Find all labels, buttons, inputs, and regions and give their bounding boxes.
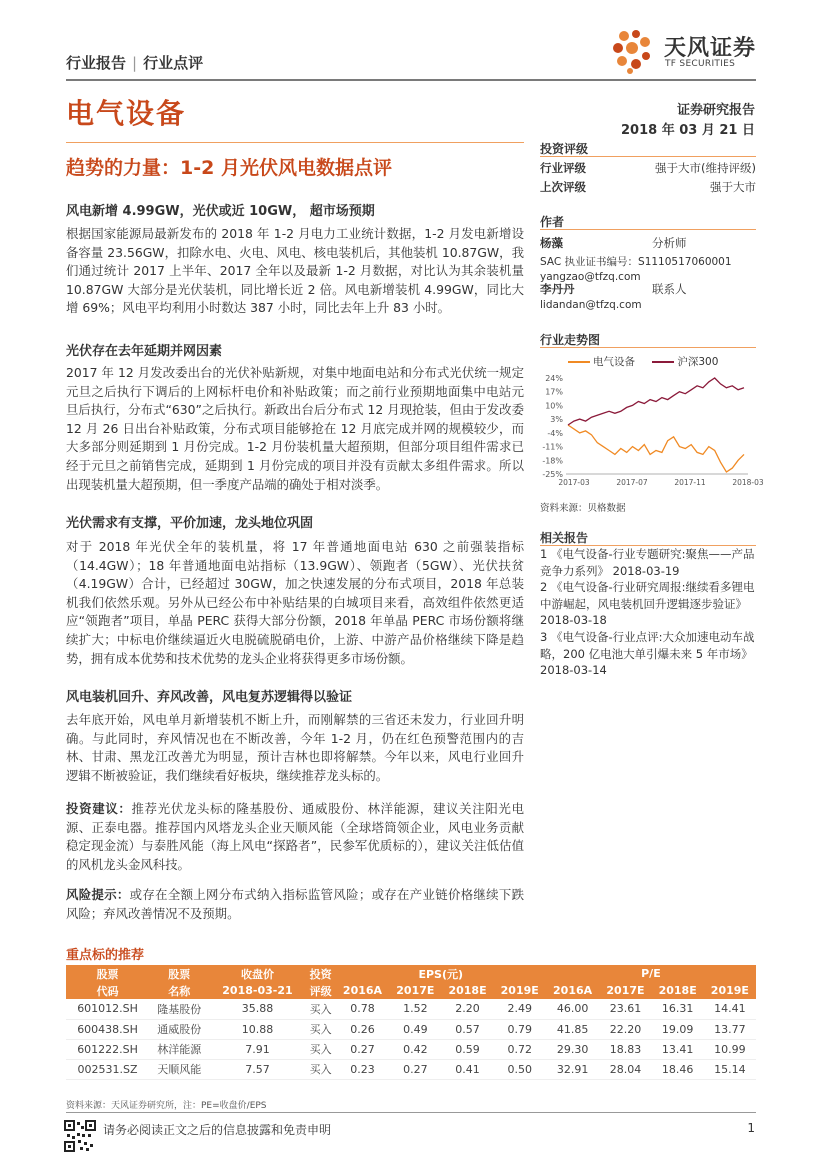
table-cell: 601012.SH [66, 999, 149, 1019]
risk-warning-label: 风险提示： [66, 887, 130, 902]
section-paragraph-3: 对于 2018 年光伏全年的装机量，将 17 年普通地面电站 630 之前强装指标（14.4GW）；18 年普通地面电站指标（13.9GW）、领跑者（5GW）、光伏扶贫（4.19GW）合计，已经超过 30GW，加之快速发展的分布式项目，2018 年总装机我们依然乐观。另外从已经公布中补贴结果的白城项目来看，高效组件依然更适应“领跑者”项目，单晶 PERC 获得大部分份额，2018 年单晶 PERC 市场份额将继续扩大；中标电价继续逼近火电脱硫脱硝电价，上游、中游产品价格继续下降是趋势，拥有成本优势和技术优势的龙头企业将获得更多市场份额。 [66, 539, 524, 666]
logo-name-en: TF SECURITIES [665, 59, 736, 69]
table-cell: 002531.SZ [66, 1059, 149, 1079]
table-cell: 14.41 [704, 999, 756, 1019]
table-cell: 0.27 [336, 1039, 390, 1059]
y-tick-label: 10% [545, 401, 563, 411]
rating-section-title: 投资评级 [540, 142, 589, 156]
trend-section-title: 行业走势图 [540, 333, 601, 347]
report-subcategory: 行业点评 [143, 54, 204, 72]
section-heading-3: 光伏需求有支撑，平价加速，龙头地位巩固 [66, 516, 314, 531]
col-header: 2017E [389, 982, 441, 999]
legend-swatch-2 [652, 361, 674, 363]
y-tick-label: 3% [550, 415, 563, 425]
col-header: 2018-03-21 [209, 982, 305, 999]
x-tick-label: 2018-03 [732, 478, 764, 487]
table-cell: 0.59 [441, 1039, 493, 1059]
table-cell: 18.46 [652, 1059, 704, 1079]
series-line-2 [568, 378, 744, 425]
legend-swatch-1 [568, 361, 590, 363]
table-cell: 15.14 [704, 1059, 756, 1079]
disclaimer: 请务必阅读正文之后的信息披露和免责申明 [103, 1123, 332, 1137]
table-cell: 买入 [306, 1019, 336, 1039]
col-header: 评级 [306, 982, 336, 999]
col-header: 2018E [652, 982, 704, 999]
col-header-pe: P/E [546, 965, 756, 982]
author-1 [540, 235, 756, 283]
y-tick-label: -25% [542, 470, 563, 479]
table-cell: 0.79 [494, 1019, 546, 1039]
section-paragraph-1: 根据国家能源局最新发布的 2018 年 1-2 月电力工业统计数据，1-2 月发电新增设备容量 23.56GW，扣除水电、火电、风电、核电装机后，其他装机 10.87GW，我们通过统计 2017 上半年、2017 全年以及最新 1-2 月数据，对比认为其余装机量 10.87GW 大部分是光伏装机，同比增长近 2 倍。风电新增装机 4.99GW，同比大增 69%；风电平均利用小时数达 387 小时，同比去年上升 83 小时。 [66, 226, 524, 316]
legend-label-1: 电气设备 [593, 356, 635, 368]
table-cell: 0.78 [336, 999, 390, 1019]
table-cell: 0.72 [494, 1039, 546, 1059]
table-cell: 0.23 [336, 1059, 390, 1079]
table-header-row-1 [66, 965, 756, 982]
author-1-email[interactable]: yangzao@tfzq.com [540, 271, 641, 283]
table-cell: 10.88 [209, 1019, 305, 1039]
table-cell: 0.57 [441, 1019, 493, 1039]
table-cell: 买入 [306, 1039, 336, 1059]
table-cell: 22.20 [599, 1019, 651, 1039]
table-cell: 买入 [306, 999, 336, 1019]
table-source: 资料来源：天风证券研究所，注：PE=收盘价/EPS [66, 1101, 267, 1111]
trend-chart [540, 370, 764, 490]
authors-section-title: 作者 [540, 215, 565, 229]
col-header: 投资 [306, 965, 336, 982]
investment-advice [66, 800, 524, 874]
report-category: 行业报告 [66, 54, 127, 72]
col-header: 2019E [494, 982, 546, 999]
table-cell: 7.57 [209, 1059, 305, 1079]
logo-name-cn: 天风证券 [664, 36, 757, 61]
col-header: 2016A [336, 982, 390, 999]
col-header: 2018E [441, 982, 493, 999]
rating-block [540, 159, 756, 197]
table-cell: 通威股份 [149, 1019, 209, 1039]
section-heading-1: 风电新增 4.99GW，光伏或近 10GW， 超市场预期 [66, 204, 375, 219]
table-cell: 林洋能源 [149, 1039, 209, 1059]
y-tick-label: -11% [542, 442, 563, 452]
table-cell: 10.99 [704, 1039, 756, 1059]
investment-advice-text: 推荐光伏龙头标的隆基股份、通威股份、林洋能源，建议关注阳光电源、正泰电器。推荐国内风塔龙头企业天顺风能（全球塔筒领企业，风电业务贡献稳定现金流）与泰胜风能（海上风电“探路者”，民参军优质标的），建议关注低估值的风机龙头金风科技。 [66, 801, 524, 872]
table-cell: 0.50 [494, 1059, 546, 1079]
related-report-item[interactable]: 2 《电气设备-行业研究周报:继续看多锂电中游崛起，风电装机回升逻辑逐步验证》 2018-03-18 [540, 580, 755, 628]
table-cell: 0.49 [389, 1019, 441, 1039]
qr-code-icon [64, 1120, 96, 1152]
table-cell: 18.83 [599, 1039, 651, 1059]
author-1-role: 分析师 [652, 236, 687, 250]
table-row [66, 1019, 756, 1039]
table-header-row-2 [66, 982, 756, 999]
table-cell: 32.91 [546, 1059, 600, 1079]
title-divider [66, 142, 524, 143]
related-reports-list [540, 546, 756, 679]
table-cell: 41.85 [546, 1019, 600, 1039]
table-cell: 1.52 [389, 999, 441, 1019]
author-2 [540, 281, 756, 311]
table-cell: 隆基股份 [149, 999, 209, 1019]
prev-rating-value: 强于大市 [710, 180, 756, 194]
col-header: 2016A [546, 982, 600, 999]
breadcrumb [66, 52, 203, 73]
table-cell: 0.27 [389, 1059, 441, 1079]
footer-divider [66, 1112, 756, 1113]
industry-rating-label: 行业评级 [540, 161, 586, 175]
col-header: 名称 [149, 982, 209, 999]
table-cell: 13.41 [652, 1039, 704, 1059]
tf-logo-icon [610, 28, 656, 74]
stock-table [66, 965, 756, 1080]
table-cell: 0.26 [336, 1019, 390, 1039]
report-title: 趋势的力量：1-2 月光伏风电数据点评 [66, 157, 392, 179]
author-1-license: S1110517060001 [638, 256, 732, 268]
rating-divider [540, 156, 756, 157]
chart-source: 资料来源：贝格数据 [540, 503, 626, 514]
report-date: 2018 年 03 月 21 日 [621, 123, 755, 138]
y-tick-label: -18% [542, 456, 563, 466]
risk-warning-text: 或存在全额上网分布式纳入指标监管风险；或存在产业链价格继续下跌风险；弃风改善情况不及预期。 [66, 887, 525, 921]
table-cell: 13.77 [704, 1019, 756, 1039]
section-heading-2: 光伏存在去年延期并网因素 [66, 344, 223, 359]
page-number: 1 [747, 1121, 755, 1135]
table-cell: 28.04 [599, 1059, 651, 1079]
authors-divider [540, 229, 756, 230]
table-cell: 600438.SH [66, 1019, 149, 1039]
author-2-role: 联系人 [652, 282, 687, 296]
col-header: 2019E [704, 982, 756, 999]
table-cell: 16.31 [652, 999, 704, 1019]
table-cell: 2.49 [494, 999, 546, 1019]
author-2-email[interactable]: lidandan@tfzq.com [540, 299, 642, 311]
section-heading-4: 风电装机回升、弃风改善，风电复苏逻辑得以验证 [66, 690, 353, 705]
chart-legend [568, 354, 784, 369]
author-1-license-label: SAC 执业证书编号： [540, 256, 639, 268]
table-cell: 46.00 [546, 999, 600, 1019]
investment-advice-label: 投资建议： [66, 801, 132, 816]
related-report-item[interactable]: 3 《电气设备-行业点评:大众加速电动车战略，200 亿电池大单引爆未来 5 年市场》 2018-03-14 [540, 629, 755, 678]
col-header: 2017E [599, 982, 651, 999]
table-row [66, 1059, 756, 1079]
col-header: 收盘价 [209, 965, 305, 982]
y-tick-label: -4% [547, 428, 563, 438]
related-section-title: 相关报告 [540, 531, 589, 545]
table-cell: 601222.SH [66, 1039, 149, 1059]
breadcrumb-separator: | [132, 54, 138, 72]
table-cell: 买入 [306, 1059, 336, 1079]
table-cell: 7.91 [209, 1039, 305, 1059]
y-tick-label: 17% [545, 387, 563, 397]
legend-label-2: 沪深300 [677, 356, 719, 368]
col-header: 股票 [149, 965, 209, 982]
col-header-eps: EPS(元) [336, 965, 546, 982]
trend-divider [540, 347, 756, 348]
table-cell: 35.88 [209, 999, 305, 1019]
prev-rating-label: 上次评级 [540, 180, 586, 194]
author-1-name: 杨藻 [540, 236, 563, 250]
table-cell: 0.41 [441, 1059, 493, 1079]
industry-rating-value: 强于大市(维持评级) [655, 161, 756, 175]
x-tick-label: 2017-07 [616, 478, 648, 487]
table-row [66, 1039, 756, 1059]
x-tick-label: 2017-03 [558, 478, 590, 487]
table-cell: 天顺风能 [149, 1059, 209, 1079]
author-2-name: 李丹丹 [540, 282, 575, 296]
table-cell: 2.20 [441, 999, 493, 1019]
section-paragraph-4: 去年底开始，风电单月新增装机不断上升，而刚解禁的三省还未发力，行业回升明确。与此同时，弃风情况也在不断改善，今年 1-2 月，仍在红色预警范围内的吉林、甘肃、黑龙江改善尤为明显，预计吉林也即将解禁。今年以来，风电行业回升逻辑不断被验证，我们继续看好板块，继续推荐龙头标的。 [66, 712, 524, 783]
table-cell: 29.30 [546, 1039, 600, 1059]
table-row [66, 999, 756, 1019]
series-line-1 [568, 425, 744, 472]
col-header: 代码 [66, 982, 149, 999]
risk-warning [66, 886, 524, 923]
header-divider [66, 79, 756, 81]
table-title: 重点标的推荐 [66, 948, 145, 963]
x-tick-label: 2017-11 [674, 478, 706, 487]
table-cell: 0.42 [389, 1039, 441, 1059]
sector-title: 电气设备 [66, 97, 187, 130]
related-report-item[interactable]: 1 《电气设备-行业专题研究:聚焦——产品竞争力系列》 2018-03-19 [540, 547, 755, 578]
table-cell: 23.61 [599, 999, 651, 1019]
report-type: 证券研究报告 [676, 103, 755, 118]
section-paragraph-2: 2017 年 12 月发改委出台的光伏补贴新规，对集中地面电站和分布式光伏统一规定元旦之后执行下调后的上网标杆电价和补贴政策；而之前行业预期地面集中电站元旦后执行，分布式“630”之后执行。新政出台后分布式 12 月现抢装，但由于发改委 12 月 26 日出台补贴政策，分布式项目能够抢在 12 月底完成并网的规模较少，而大多部分则延期到 1 月份完成。1-2 月份装机量大超预期，但部分项目组件需求已经于元旦之前销售完成，延期到 1 月份完成的项目并没有贡献太多组件需求。所以出现装机量大超预期，但一季度产品端的确处于相对淡季。 [66, 365, 524, 492]
table-cell: 19.09 [652, 1019, 704, 1039]
y-tick-label: 24% [545, 374, 563, 383]
col-header: 股票 [66, 965, 149, 982]
